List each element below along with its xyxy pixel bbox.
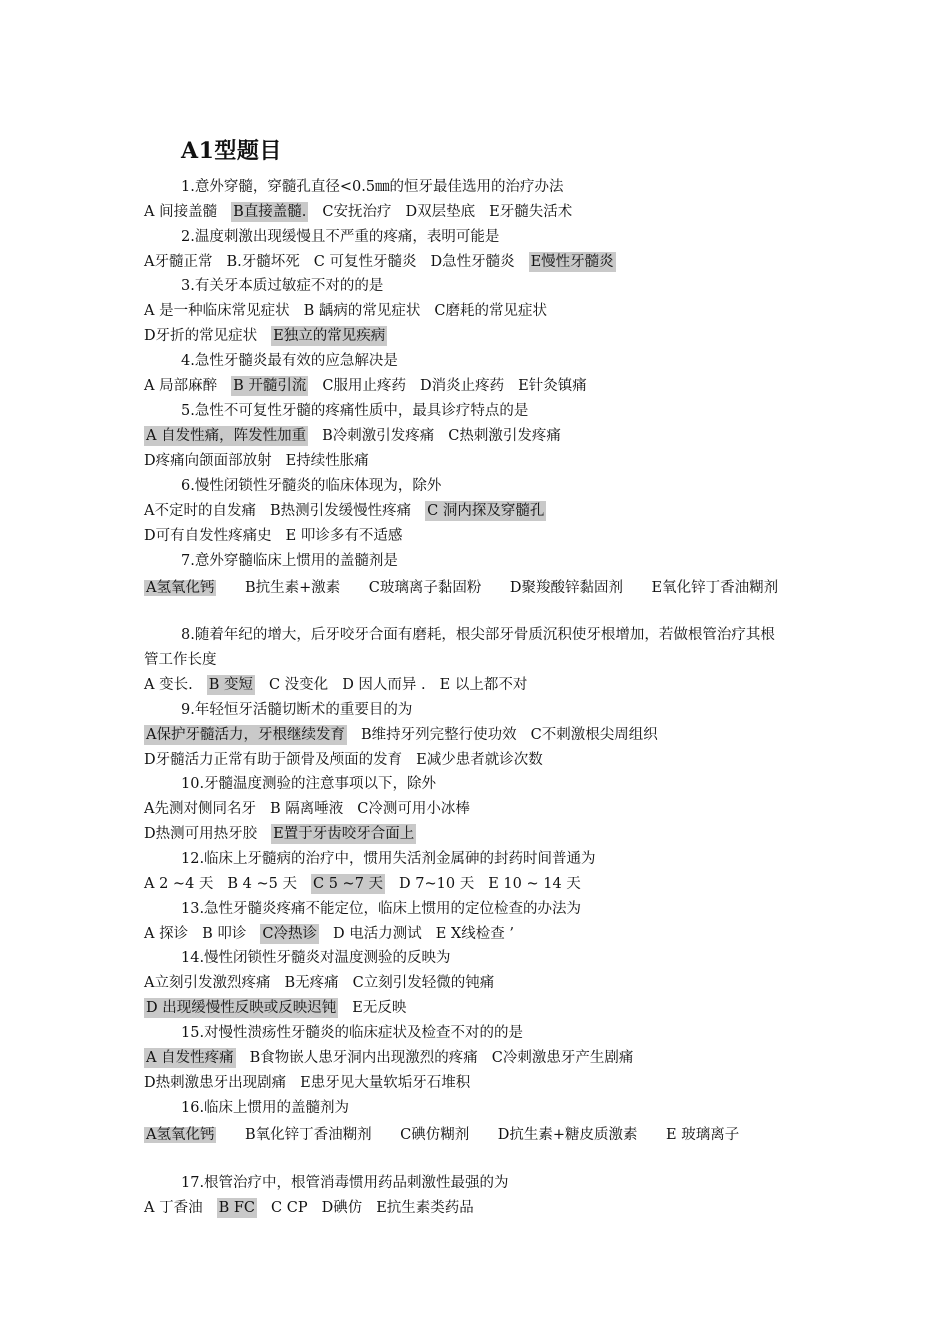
correct-answer-option: E置于牙齿咬牙合面上	[273, 826, 415, 842]
answer-option: A不定时的自发痛	[144, 503, 256, 519]
answer-option: C冷测可用小冰棒	[357, 801, 470, 817]
question-stem: 10.牙髓温度测验的注意事项以下，除外	[181, 776, 437, 792]
answer-option: A 探诊	[144, 926, 189, 942]
answer-option: B维持牙列完整行使功效	[360, 727, 517, 743]
answer-option: B无疼痛	[284, 975, 339, 991]
question-stem: 12.临床上牙髓病的治疗中，惯用失活剂金属砷的封药时间普通为	[181, 851, 596, 867]
question-stem: 13.急性牙髓炎疼痛不能定位，临床上惯用的定位检查的办法为	[181, 901, 582, 917]
correct-answer-option: C冷热诊	[262, 926, 317, 942]
question-stem: 16.临床上惯用的盖髓剂为	[181, 1100, 350, 1116]
answer-options	[144, 824, 814, 844]
answer-option: B食物嵌人患牙洞内出现激烈的疼痛	[249, 1050, 478, 1066]
answer-option: C热刺激引发疼痛	[448, 428, 561, 444]
answer-option: D 7~10 天	[399, 876, 475, 892]
answer-option: E 10 ~ 14 天	[488, 876, 581, 892]
answer-options	[144, 1073, 814, 1093]
answer-option: A 丁香油	[144, 1200, 203, 1216]
question-stem: 15.对慢性溃疡性牙髓炎的临床症状及检查不对的的是	[181, 1025, 524, 1041]
answer-option: C冷刺激患牙产生剧痛	[491, 1050, 634, 1066]
correct-answer-option: B直接盖髓.	[233, 204, 307, 220]
answer-options	[144, 924, 814, 944]
answer-options	[144, 675, 814, 695]
answer-option: E 叩诊多有不适感	[285, 528, 403, 544]
answer-options	[144, 1198, 814, 1218]
answer-option: D牙折的常见症状	[144, 328, 258, 344]
answer-option: B 4 ~5 天	[227, 876, 297, 892]
answer-option: A牙髓正常	[144, 254, 213, 270]
answer-option: A 间接盖髓	[144, 204, 218, 220]
correct-answer-option: A氢氧化钙	[146, 1127, 215, 1143]
correct-answer-option: B FC	[218, 1200, 256, 1216]
answer-option: A立刻引发激烈疼痛	[144, 975, 271, 991]
answer-option: A先测对侧同名牙	[144, 801, 256, 817]
answer-option: C CP	[271, 1200, 308, 1216]
answer-options	[144, 526, 814, 546]
answer-option: C不刺激根尖周组织	[530, 727, 658, 743]
answer-option: D 电活力测试	[332, 926, 422, 942]
answer-option: D消炎止疼药	[419, 378, 505, 394]
answer-option: E氧化锌丁香油糊剂	[651, 580, 779, 596]
answer-option: D牙髓活力正常有助于颌骨及颅面的发育	[144, 752, 403, 768]
answer-option: D 因人而异 .	[342, 677, 426, 693]
question-stem: 2.温度刺激出现缓慢且不严重的疼痛，表明可能是	[181, 229, 500, 245]
answer-options	[144, 576, 814, 601]
answer-option: E 以上都不对	[439, 677, 528, 693]
question-stem: 5.急性不可复性牙髓的疼痛性质中，最具诊疗特点的是	[181, 403, 529, 419]
correct-answer-option: A 自发性疼痛	[146, 1050, 234, 1066]
answer-options	[144, 874, 814, 894]
correct-answer-option: D 出现缓慢性反映或反映迟钝	[146, 1000, 337, 1016]
answer-option: E针灸镇痛	[518, 378, 587, 394]
answer-option: C碘仿糊剂	[400, 1127, 470, 1143]
answer-option: B冷刺激引发疼痛	[322, 428, 435, 444]
answer-option: E X线检查 ’	[435, 926, 514, 942]
answer-option: D疼痛向颌面部放射	[144, 453, 272, 469]
answer-option: C 没变化	[268, 677, 329, 693]
answer-option: B抗生素+激素	[244, 580, 341, 596]
correct-answer-option: A 自发性痛，阵发性加重	[146, 428, 307, 444]
answer-option: E抗生素类药品	[376, 1200, 474, 1216]
answer-options	[144, 1123, 814, 1148]
question-stem: 6.慢性闭锁性牙髓炎的临床体现为，除外	[181, 478, 442, 494]
question-stem: 9.年轻恒牙活髓切断术的重要目的为	[181, 702, 413, 718]
correct-answer-option: E慢性牙髓炎	[530, 254, 614, 270]
answer-option: B热测引发缓慢性疼痛	[269, 503, 412, 519]
answer-option: E持续性胀痛	[285, 453, 369, 469]
answer-options	[144, 426, 814, 446]
answer-option: B 龋病的常见症状	[303, 303, 421, 319]
correct-answer-option: C 5 ~7 天	[313, 876, 384, 892]
answer-option: D急性牙髓炎	[430, 254, 515, 270]
question-stem: 8.随着年纪的增大，后牙咬牙合面有磨耗，根尖部牙骨质沉积使牙根增加，若做根管治疗其根管工作长度	[144, 627, 775, 668]
answer-option: B 隔离唾液	[269, 801, 344, 817]
answer-options	[144, 973, 814, 993]
answer-option: D热测可用热牙胶	[144, 826, 258, 842]
answer-options	[144, 301, 814, 321]
correct-answer-option: C 洞内探及穿髓孔	[427, 503, 545, 519]
correct-answer-option: A氢氧化钙	[146, 580, 215, 596]
answer-option: E 玻璃离子	[666, 1127, 740, 1143]
correct-answer-option: A保护牙髓活力，牙根继续发育	[146, 727, 345, 743]
answer-option: C立刻引发轻微的钝痛	[352, 975, 495, 991]
question-stem: 17.根管治疗中，根管消毒惯用药品刺激性最强的为	[181, 1175, 509, 1191]
answer-options	[144, 501, 814, 521]
answer-options	[144, 725, 814, 745]
answer-option: B 叩诊	[202, 926, 247, 942]
answer-options	[144, 326, 814, 346]
answer-option: C磨耗的常见症状	[434, 303, 547, 319]
answer-option: D热刺激患牙出现剧痛	[144, 1075, 287, 1091]
answer-option: D双层垫底	[405, 204, 476, 220]
answer-option: D聚羧酸锌黏固剂	[509, 580, 624, 596]
answer-option: A 局部麻醉	[144, 378, 218, 394]
answer-option: A 变长.	[144, 677, 193, 693]
answer-option: E患牙见大量软垢牙石堆积	[300, 1075, 471, 1091]
answer-option: C 可复性牙髓炎	[313, 254, 417, 270]
answer-option: A 是一种临床常见症状	[144, 303, 290, 319]
answer-option: B.牙髓坏死	[226, 254, 300, 270]
question-stem: 14.慢性闭锁性牙髓炎对温度测验的反映为	[181, 950, 451, 966]
answer-option: A 2 ~4 天	[144, 876, 214, 892]
section-title: A1型题目	[181, 138, 282, 164]
answer-option: E牙髓失活术	[489, 204, 573, 220]
question-stem: 3.有关牙本质过敏症不对的的是	[181, 278, 384, 294]
answer-option: C服用止疼药	[322, 378, 406, 394]
answer-option: C安抚治疗	[322, 204, 392, 220]
correct-answer-option: E独立的常见疾病	[273, 328, 386, 344]
answer-options	[144, 998, 814, 1018]
answer-option: C玻璃离子黏固粉	[368, 580, 482, 596]
answer-options	[144, 451, 814, 471]
answer-option: D抗生素+糖皮质激素	[497, 1127, 638, 1143]
answer-options	[144, 799, 814, 819]
answer-options	[144, 376, 814, 396]
answer-option: D可有自发性疼痛史	[144, 528, 272, 544]
question-stem: 4.急性牙髓炎最有效的应急解决是	[181, 353, 398, 369]
question-stem: 1.意外穿髓，穿髓孔直径<0.5㎜的恒牙最佳选用的治疗办法	[181, 179, 564, 195]
answer-option: D碘仿	[321, 1200, 363, 1216]
answer-options	[144, 750, 814, 770]
answer-options	[144, 252, 814, 272]
answer-option: E减少患者就诊次数	[416, 752, 543, 768]
question-stem: 7.意外穿髓临床上惯用的盖髓剂是	[181, 553, 398, 569]
answer-options	[144, 202, 814, 222]
correct-answer-option: B 变短	[208, 677, 253, 693]
answer-option: B氧化锌丁香油糊剂	[244, 1127, 372, 1143]
answer-options	[144, 1048, 814, 1068]
correct-answer-option: B 开髓引流	[233, 378, 307, 394]
answer-option: E无反映	[352, 1000, 407, 1016]
